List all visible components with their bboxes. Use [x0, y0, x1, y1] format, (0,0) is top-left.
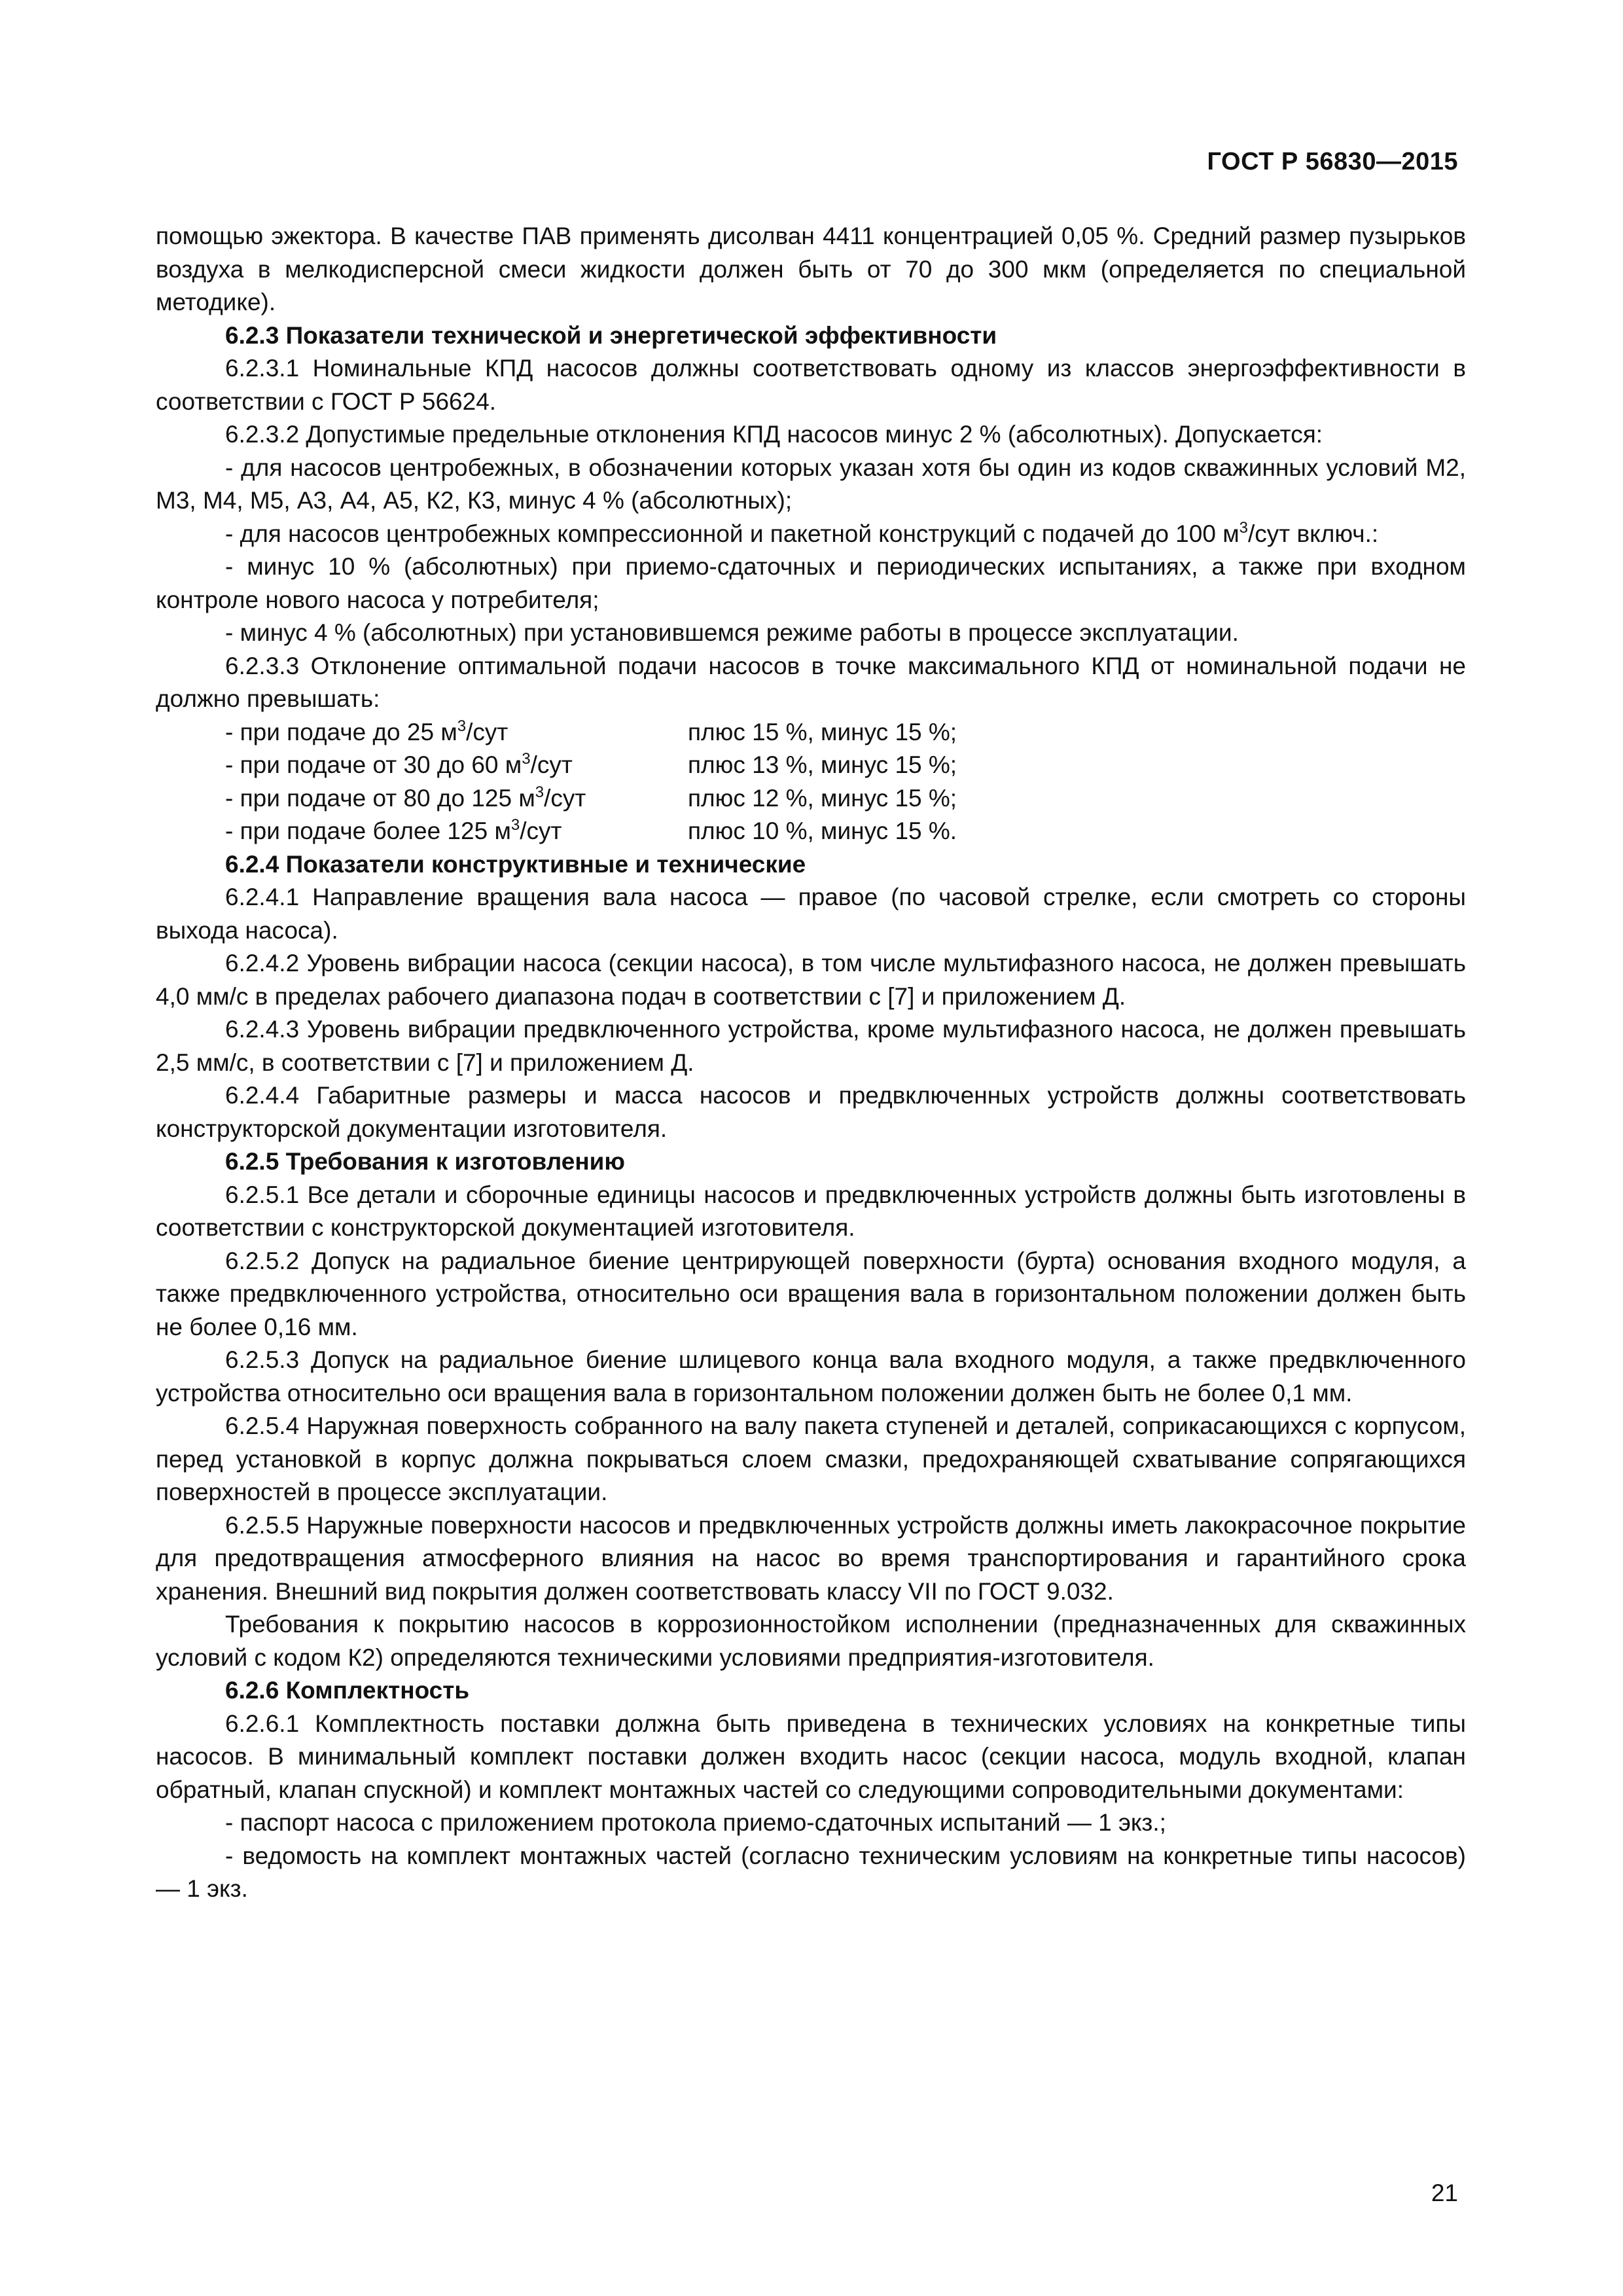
tolerance-value: плюс 15 %, минус 15 %;: [688, 718, 957, 745]
tolerance-condition: [225, 749, 688, 782]
section-heading-6-2-3: 6.2.3 Показатели технической и энергетической эффективности: [225, 321, 997, 349]
unit-text: /сут: [530, 751, 573, 778]
paragraph-6-2-5-2: 6.2.5.2 Допуск на радиальное биение центрирующей поверхности (бурта) основания входного модуля, а также предвключенного устройства, относительно оси вращения вала в горизонтальном положении должен быть не более 0,16 мм.: [156, 1247, 1466, 1340]
paragraph-6-2-4-2: 6.2.4.2 Уровень вибрации насоса (секции насоса), в том числе мультифазного насоса, не должен превышать 4,0 мм/с в пределах рабочего диапазона подач в соответствии с [7] и приложением Д.: [156, 950, 1466, 1010]
condition-text: - при подаче от 30 до 60 м: [225, 751, 522, 778]
condition-text: - при подаче до 25 м: [225, 718, 457, 745]
tolerance-value: плюс 10 %, минус 15 %.: [688, 817, 957, 844]
paragraph-6-2-5-1: 6.2.5.1 Все детали и сборочные единицы насосов и предвключенных устройств должны быть изготовлены в соответствии с конструкторской документацией изготовителя.: [156, 1181, 1466, 1241]
tolerance-row: [156, 815, 1466, 848]
document-header: ГОСТ Р 56830—2015: [1207, 148, 1458, 175]
paragraph-6-2-5-4: 6.2.5.4 Наружная поверхность собранного на валу пакета ступеней и деталей, соприкасающихся с корпусом, перед установкой в корпус должна покрываться слоем смазки, предохраняющей схватывание сопрягающихся поверхностей в процессе эксплуатации.: [156, 1412, 1466, 1505]
list-item: [156, 518, 1466, 551]
superscript: 3: [457, 717, 467, 735]
list-item: - минус 4 % (абсолютных) при установившемся режиме работы в процессе эксплуатации.: [225, 619, 1239, 646]
condition-text: - при подаче от 80 до 125 м: [225, 784, 535, 812]
paragraph-6-2-4-4: 6.2.4.4 Габаритные размеры и масса насосов и предвключенных устройств должны соответствовать конструкторской документации изготовителя.: [156, 1082, 1466, 1142]
list-item: - для насосов центробежных, в обозначении которых указан хотя бы один из кодов скважинных условий М2, М3, М4, М5, А3, А4, А5, К2, К3, минус 4 % (абсолютных);: [156, 454, 1466, 514]
condition-text: - при подаче более 125 м: [225, 817, 511, 844]
section-heading-6-2-6: 6.2.6 Комплектность: [225, 1677, 470, 1704]
unit-text: /сут: [544, 784, 586, 812]
superscript: 3: [522, 750, 531, 768]
tolerance-row: [156, 749, 1466, 782]
tolerance-condition: [225, 782, 688, 816]
paragraph-6-2-5-5: 6.2.5.5 Наружные поверхности насосов и предвключенных устройств должны иметь лакокрасочное покрытие для предотвращения атмосферного влияния на насос во время транспортирования и гарантийного срока хранения. Внешний вид покрытия должен соответствовать классу VII по ГОСТ 9.032.: [156, 1511, 1466, 1605]
page-number: 21: [1431, 2179, 1458, 2206]
tolerance-row: [156, 716, 1466, 749]
tolerance-row: [156, 782, 1466, 816]
superscript: 3: [535, 783, 544, 801]
paragraph-coating-requirements: Требования к покрытию насосов в коррозионностойком исполнении (предназначенных для скважинных условий с кодом К2) определяются техническими условиями предприятия-изготовителя.: [156, 1611, 1466, 1671]
section-heading-6-2-4: 6.2.4 Показатели конструктивные и технические: [225, 850, 806, 878]
paragraph-6-2-6-1: 6.2.6.1 Комплектность поставки должна быть приведена в технических условиях на конкретные типы насосов. В минимальный комплект поставки должен входить насос (секции насоса, модуль входной, клапан обратный, клапан спускной) и комплект монтажных частей со следующими сопроводительными документами:: [156, 1710, 1466, 1803]
list-item: - ведомость на комплект монтажных частей (согласно техническим условиям на конкретные типы насосов) — 1 экз.: [156, 1842, 1466, 1902]
paragraph-6-2-4-1: 6.2.4.1 Направление вращения вала насоса — правое (по часовой стрелке, если смотреть со стороны выхода насоса).: [156, 884, 1466, 944]
tolerance-condition: [225, 716, 688, 749]
superscript: 3: [510, 816, 520, 834]
tolerance-condition: [225, 815, 688, 848]
paragraph-6-2-5-3: 6.2.5.3 Допуск на радиальное биение шлицевого конца вала входного модуля, а также предвключенного устройства относительно оси вращения вала в горизонтальном положении должен быть не более 0,1 мм.: [156, 1346, 1466, 1407]
section-heading-6-2-5: 6.2.5 Требования к изготовлению: [225, 1148, 626, 1175]
unit-text: /сут: [520, 817, 562, 844]
list-item: - паспорт насоса с приложением протокола приемо-сдаточных испытаний — 1 экз.;: [225, 1809, 1166, 1836]
tolerance-list: [156, 716, 1466, 848]
paragraph-6-2-4-3: 6.2.4.3 Уровень вибрации предвключенного устройства, кроме мультифазного насоса, не должен превышать 2,5 мм/с, в соответствии с [7] и приложением Д.: [156, 1016, 1466, 1076]
paragraph-continuation: помощью эжектора. В качестве ПАВ применять дисолван 4411 концентрацией 0,05 %. Средний размер пузырьков воздуха в мелкодисперсной смеси жидкости должен быть от 70 до 300 мкм (определяется по специальной методике).: [156, 223, 1466, 315]
paragraph-6-2-3-2: 6.2.3.2 Допустимые предельные отклонения КПД насосов минус 2 % (абсолютных). Допускается:: [225, 421, 1323, 448]
tolerance-value: плюс 12 %, минус 15 %;: [688, 784, 957, 812]
list-item-text: /сут включ.:: [1248, 520, 1379, 547]
document-body: [156, 220, 1466, 1906]
list-item: - минус 10 % (абсолютных) при приемо-сдаточных и периодических испытаниях, а также при входном контроле нового насоса у потребителя;: [156, 553, 1466, 613]
superscript: 3: [1239, 518, 1248, 537]
unit-text: /сут: [466, 718, 508, 745]
paragraph-6-2-3-3: 6.2.3.3 Отклонение оптимальной подачи насосов в точке максимального КПД от номинальной подачи не должно превышать:: [156, 652, 1466, 712]
tolerance-value: плюс 13 %, минус 15 %;: [688, 751, 957, 778]
paragraph-6-2-3-1: 6.2.3.1 Номинальные КПД насосов должны соответствовать одному из классов энергоэффективности в соответствии с ГОСТ Р 56624.: [156, 355, 1466, 415]
list-item-text: - для насосов центробежных компрессионной и пакетной конструкций с подачей до 100 м: [225, 520, 1240, 547]
